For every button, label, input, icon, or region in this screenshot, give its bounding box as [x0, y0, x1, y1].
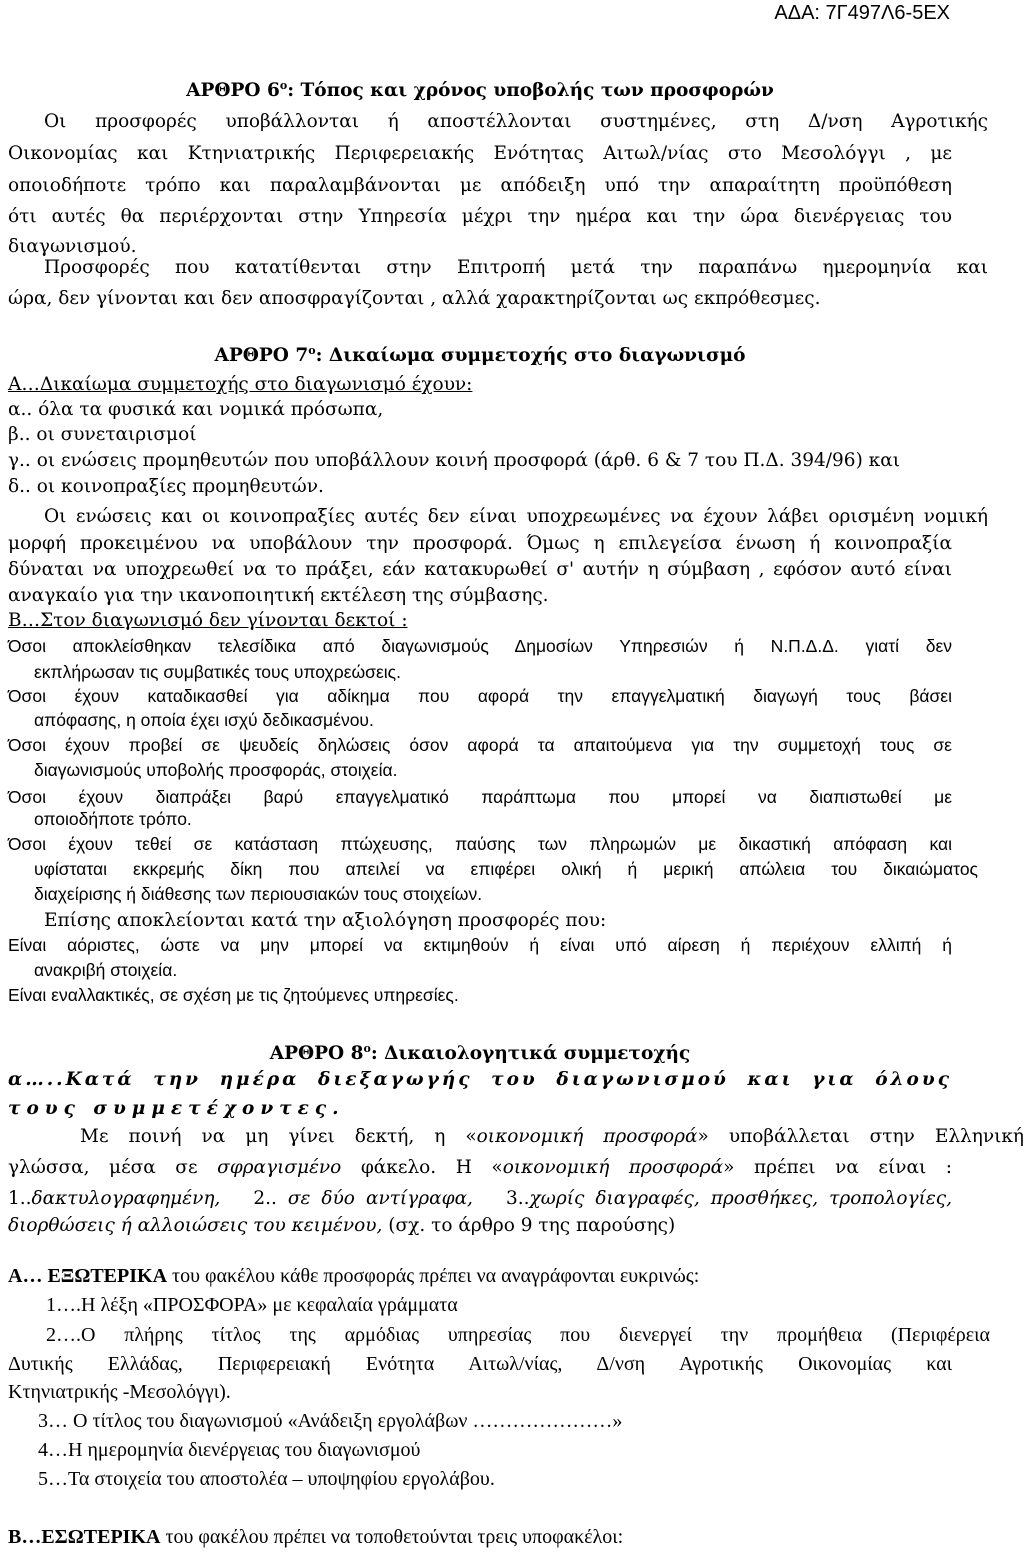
article-7-a-item: γ.. οι ενώσεις προμηθευτών που υποβάλλουν κοινή προσφορά (άρθ. 6 & 7 του Π.Δ. 394/96) και: [8, 450, 900, 471]
article-7-a-item: δ.. οι κοινοπραξίες προμηθευτών.: [8, 476, 324, 497]
article-8-a-heading-cont: τους συμμετέχοντες.: [8, 1098, 345, 1119]
evaluation-exclusion-line: Είναι εναλλακτικές, σε σχέση με τις ζητούμενες υπηρεσίες.: [8, 985, 459, 1005]
external-item: 3… Ο τίτλος του διαγωνισμού «Ανάδειξη εργολάβων …………………»: [38, 1410, 623, 1432]
article-7-unions-line: μορφή προκειμένου να υποβάλουν την προσφορά. Όμως η επιλεγείσα ένωση ή κοινοπραξία: [8, 533, 952, 554]
external-item: 4…Η ημερομηνία διενέργειας του διαγωνισμού: [38, 1439, 421, 1461]
article-7-unions-line: Οι ενώσεις και οι κοινοπραξίες αυτές δεν είναι υποχρεωμένες να έχουν λάβει ορισμένη νομική: [44, 506, 988, 527]
exclusion-item-line: Όσοι αποκλείσθηκαν τελεσίδικα από διαγωνισμούς Δημοσίων Υπηρεσιών ή Ν.Π.Δ.Δ. γιατί δεν: [8, 636, 952, 656]
ada-code: ΑΔΑ: 7Γ497Λ6-5ΕΧ: [774, 2, 950, 24]
article-6-p1-line: οποιοδήποτε τρόπο και παραλαμβάνονται με απόδειξη υπό την απαραίτητη προϋπόθεση: [8, 175, 952, 196]
article-8-p1-line: διορθώσεις ή αλλοιώσεις του κειμένου, (σχ. το άρθρο 9 της παρούσης): [8, 1215, 676, 1236]
exclusion-item-line: απόφασης, η οποία έχει ισχύ δεδικασμένου.: [34, 710, 374, 730]
article-8-p1-line: γλώσσα, μέσα σε σφραγισμένο φάκελο. Η «οικονομική προσφορά» πρέπει να είναι :: [8, 1157, 952, 1178]
article-7-unions-line: δύναται να υποχρεωθεί να το πράξει, εάν κατακυρωθεί σ' αυτήν η σύμβαση , εφόσον αυτό είναι: [8, 559, 952, 580]
external-item: 1….Η λέξη «ΠΡΟΣΦΟΡΑ» με κεφαλαία γράμματα: [46, 1294, 458, 1316]
article-7-title: ΑΡΘΡΟ $7^o$: Δικαίωμα συμμετοχής στο διαγωνισμό: [214, 344, 746, 367]
external-item: 2….Ο πλήρης τίτλος της αρμόδιας υπηρεσίας που διενεργεί την προμήθεια (Περιφέρεια: [46, 1324, 990, 1346]
article-7-b-heading: Β…Στον διαγωνισμό δεν γίνονται δεκτοί :: [8, 610, 408, 631]
exclusion-item-line: Όσοι έχουν προβεί σε ψευδείς δηλώσεις όσον αφορά τα απαιτούμενα για την συμμετοχή τους σε: [8, 735, 952, 755]
article-6-p1-line: ότι αυτές θα περιέρχονται στην Υπηρεσία μέχρι την ημέρα και την ώρα διενέργειας του: [8, 206, 952, 227]
exclusion-item-line: διαχείρισης ή διάθεσης των περιουσιακών τους στοιχείων.: [34, 884, 483, 904]
article-6-p1-line: Οι προσφορές υποβάλλονται ή αποστέλλονται συστημένες, στη Δ/νση Αγροτικής: [44, 111, 988, 132]
article-6-title: ΑΡΘΡΟ $6^o$: Τόπος και χρόνος υποβολής των προσφορών: [186, 79, 774, 102]
exclusion-item-line: οποιοδήποτε τρόπο.: [34, 809, 192, 829]
article-6-p2-line: ώρα, δεν γίνονται και δεν αποσφραγίζονται , αλλά χαρακτηρίζονται ως εκπρόθεσμες.: [8, 288, 821, 309]
article-8-p1-line: Με ποινή να μη γίνει δεκτή, η «οικονομική προσφορά» υποβάλλεται στην Ελληνική: [80, 1126, 1024, 1147]
article-6-p1-line: διαγωνισμού.: [8, 236, 137, 257]
exclusion-intro: Επίσης αποκλείονται κατά την αξιολόγηση προσφορές που:: [44, 910, 607, 931]
exclusion-item-line: Όσοι έχουν διαπράξει βαρύ επαγγελματικό παράπτωμα που μπορεί να διαπιστωθεί με: [8, 787, 952, 807]
external-item: Δυτικής Ελλάδας, Περιφερειακή Ενότητα Αιτωλ/νίας, Δ/νση Αγροτικής Οικονομίας και: [8, 1353, 952, 1375]
article-8-a-heading: α…..Κατά την ημέρα διεξαγωγής του διαγωνισμού και για όλους: [8, 1069, 952, 1090]
article-8-title: ΑΡΘΡΟ $8^o$: Δικαιολογητικά συμμετοχής: [269, 1042, 691, 1065]
external-item: 5…Τα στοιχεία του αποστολέα – υποψηφίου εργολάβου.: [38, 1468, 495, 1490]
evaluation-exclusion-line: Είναι αόριστες, ώστε να μην μπορεί να εκτιμηθούν ή είναι υπό αίρεση ή περιέχουν ελλιπή ή: [8, 935, 952, 955]
article-7-unions-line: αναγκαίο για την ικανοποιητική εκτέλεση της σύμβασης.: [8, 585, 549, 606]
exclusion-item-line: εκπλήρωσαν τις συμβατικές τους υποχρεώσεις.: [34, 662, 401, 682]
evaluation-exclusion-line: ανακριβή στοιχεία.: [34, 960, 178, 980]
internal-heading: Β…ΕΣΩΤΕΡΙΚΑ του φακέλου πρέπει να τοποθετούνται τρεις υποφακέλοι:: [8, 1526, 624, 1548]
article-8-p1-line: 1..δακτυλογραφημένη, 2.. σε δύο αντίγραφα, 3..χωρίς διαγραφές, προσθήκες, τροπολογίες,: [8, 1188, 952, 1209]
article-7-a-item: α.. όλα τα φυσικά και νομικά πρόσωπα,: [8, 399, 384, 420]
article-7-a-heading: Α…Δικαίωμα συμμετοχής στο διαγωνισμό έχουν:: [8, 374, 473, 395]
article-6-p2-line: Προσφορές που κατατίθενται στην Επιτροπή μετά την παραπάνω ημερομηνία και: [44, 257, 988, 278]
article-6-p1-line: Οικονομίας και Κτηνιατρικής Περιφερειακής Ενότητας Αιτωλ/νίας στο Μεσολόγγι , με: [8, 143, 952, 164]
external-heading: Α… ΕΞΩΤΕΡΙΚΑ του φακέλου κάθε προσφοράς πρέπει να αναγράφονται ευκρινώς:: [8, 1265, 700, 1287]
exclusion-item-line: Όσοι έχουν καταδικασθεί για αδίκημα που αφορά την επαγγελματική διαγωγή τους βάσει: [8, 686, 952, 706]
exclusion-item-line: διαγωνισμούς υποβολής προσφοράς, στοιχεία.: [34, 760, 398, 780]
exclusion-item-line: υφίσταται εκκρεμής δίκη που απειλεί να επιφέρει ολική ή μερική απώλεια του δικαιώματος: [34, 859, 978, 879]
exclusion-item-line: Όσοι έχουν τεθεί σε κατάσταση πτώχευσης, παύσης των πληρωμών με δικαστική απόφαση και: [8, 834, 952, 854]
article-7-a-item: β.. οι συνεταιρισμοί: [8, 424, 197, 445]
external-item: Κτηνιατρικής -Μεσολόγγι).: [8, 1381, 231, 1403]
